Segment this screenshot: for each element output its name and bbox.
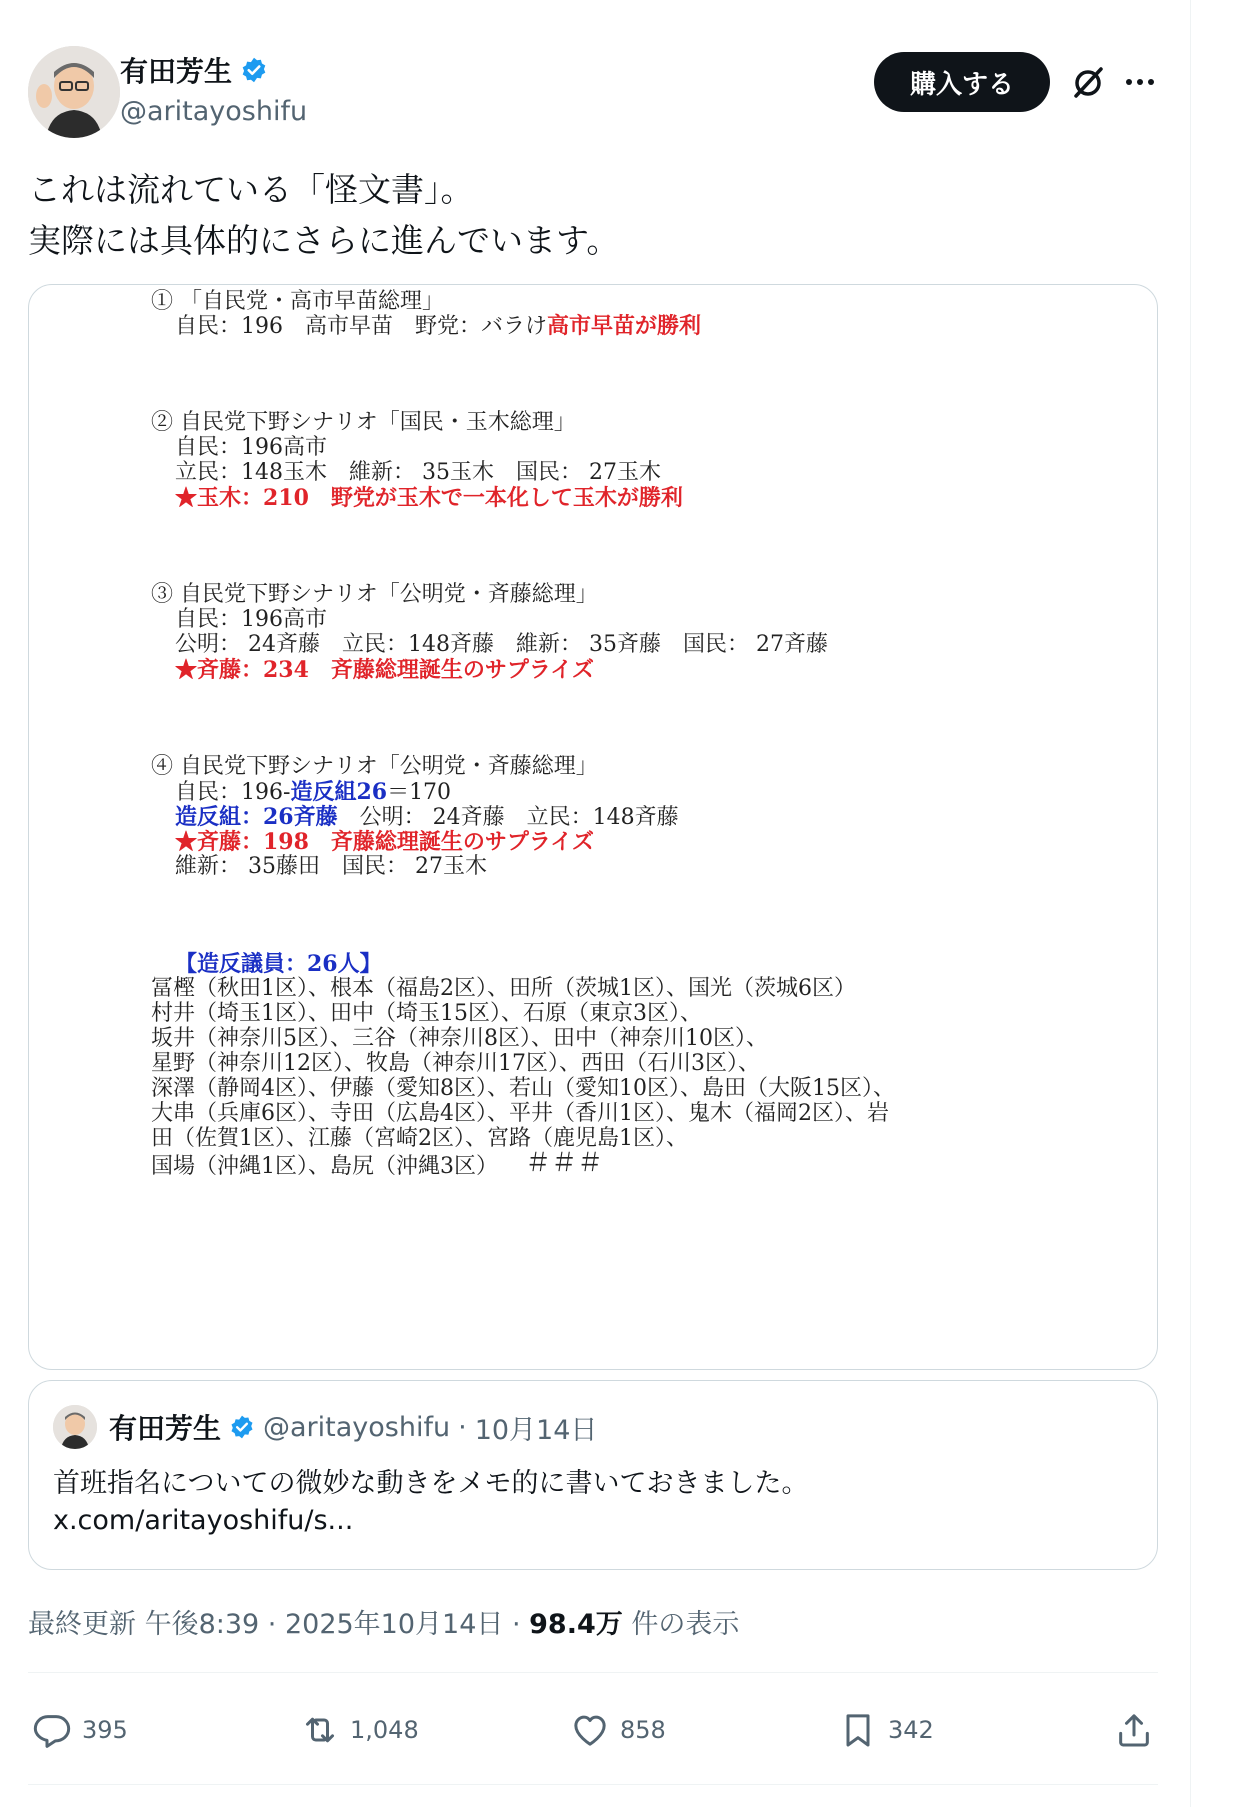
doc-s4-title: ④ 自民党下野シナリオ「公明党・斉藤総理」: [151, 754, 598, 779]
bookmark-button[interactable]: [838, 1700, 934, 1760]
repost-count: 1,048: [350, 1716, 419, 1744]
bookmark-count: 342: [888, 1716, 934, 1744]
divider: [28, 1672, 1158, 1673]
doc-s5-line: 深澤（静岡4区）、伊藤（愛知8区）、若山（愛知10区）、島田（大阪15区）、: [151, 1076, 895, 1101]
more-options-icon[interactable]: [1118, 62, 1162, 102]
quote-author-name: 有田芳生: [109, 1412, 222, 1445]
doc-s5-line: 冨樫（秋田1区）、根本（福島2区）、田所（茨城1区）、国光（茨城6区）: [151, 976, 856, 1001]
avatar[interactable]: [28, 46, 120, 138]
tweet-meta: [28, 1602, 739, 1641]
quote-text: 首班指名についての微妙な動きをメモ的に書いておきました。: [53, 1468, 809, 1499]
action-bar: [28, 1700, 1158, 1760]
buy-button[interactable]: 購入する: [874, 52, 1050, 112]
column-divider: [1190, 0, 1191, 1807]
verified-badge-icon: [229, 1414, 255, 1440]
doc-s3-line3: ★斉藤：234 斉藤総理誕生のサプライズ: [175, 657, 595, 683]
quote-avatar: [53, 1405, 97, 1449]
tweet-text: [28, 164, 1158, 266]
view-count: 98.4万: [529, 1609, 623, 1640]
doc-s2-line1: 自民：196高市: [175, 435, 327, 460]
reply-count: 395: [82, 1716, 128, 1744]
doc-s2-line3: ★玉木：210 野党が玉木で一本化して玉木が勝利: [175, 485, 683, 511]
reply-icon: [32, 1710, 72, 1750]
doc-s5-line: 坂井（神奈川5区）、三谷（神奈川8区）、田中（神奈川10区）、: [151, 1026, 768, 1051]
quoted-tweet[interactable]: [28, 1380, 1158, 1570]
tweet-media-image[interactable]: [28, 284, 1158, 1370]
doc-s3-title: ③ 自民党下野シナリオ「公明党・斉藤総理」: [151, 582, 598, 607]
timestamp[interactable]: 最終更新 午後8:39 · 2025年10月14日 ·: [28, 1609, 530, 1640]
doc-s5-line: 村井（埼玉1区）、田中（埼玉15区）、石原（東京3区）、: [151, 1001, 702, 1026]
heart-icon: [570, 1710, 610, 1750]
doc-s2-line2: 立民：148玉木 維新： 35玉木 国民： 27玉木: [175, 460, 661, 485]
doc-s4-line1: 自民：196-造反組26＝170: [175, 779, 452, 805]
author-name[interactable]: [120, 50, 268, 90]
quote-separator: ·: [458, 1411, 467, 1443]
repost-icon: [300, 1710, 340, 1750]
doc-s5-line: 大串（兵庫6区）、寺田（広島4区）、平井（香川1区）、鬼木（福岡2区）、岩: [151, 1101, 889, 1126]
doc-s1-title: ① 「自民党・高市早苗総理」: [151, 289, 444, 314]
tweet-line: 実際には具体的にさらに進んでいます。: [28, 221, 620, 260]
doc-s5-title: 【造反議員：26人】: [175, 951, 382, 977]
doc-s4-line3: ★斉藤：198 斉藤総理誕生のサプライズ: [175, 829, 595, 855]
like-button[interactable]: [570, 1700, 666, 1760]
author-handle[interactable]: @aritayoshifu: [120, 96, 308, 127]
doc-s5-line: 星野（神奈川12区）、牧島（神奈川17区）、西田（石川3区）、: [151, 1051, 760, 1076]
tweet-line: これは流れている「怪文書」。: [28, 170, 474, 209]
doc-s1-line1: 自民：196 高市早苗 野党：バラけ高市早苗が勝利: [175, 313, 702, 339]
doc-s2-title: ② 自民党下野シナリオ「国民・玉木総理」: [151, 410, 576, 435]
share-button[interactable]: [1114, 1700, 1154, 1760]
view-label: 件の表示: [622, 1609, 740, 1640]
reply-button[interactable]: [32, 1700, 128, 1760]
share-icon: [1114, 1710, 1154, 1750]
doc-s3-line1: 自民：196高市: [175, 607, 327, 632]
quote-header: [109, 1405, 597, 1449]
grok-icon[interactable]: [1068, 62, 1108, 102]
document-image: [29, 285, 1157, 1369]
quote-date: 10月14日: [474, 1414, 598, 1446]
divider: [28, 1784, 1158, 1785]
doc-s5-line: 田（佐賀1区）、江藤（宮崎2区）、宮路（鹿児島1区）、: [151, 1126, 688, 1151]
doc-s5-last: 国場（沖縄1区）、島尻（沖縄3区）: [151, 1154, 498, 1179]
quote-link[interactable]: x.com/aritayoshifu/s...: [53, 1505, 354, 1536]
repost-button[interactable]: [300, 1700, 419, 1760]
doc-end-mark: ＃＃＃: [525, 1148, 604, 1178]
bookmark-icon: [838, 1710, 878, 1750]
like-count: 858: [620, 1716, 666, 1744]
author-name-text: 有田芳生: [120, 55, 233, 88]
doc-s3-line2: 公明： 24斉藤 立民：148斉藤 維新： 35斉藤 国民： 27斉藤: [175, 632, 828, 657]
verified-badge-icon: [240, 56, 268, 84]
doc-s4-line2: 造反組：26斉藤 公明： 24斉藤 立民：148斉藤: [175, 804, 679, 830]
quote-handle: @aritayoshifu: [263, 1411, 451, 1443]
doc-s4-line4: 維新： 35藤田 国民： 27玉木: [175, 854, 487, 879]
